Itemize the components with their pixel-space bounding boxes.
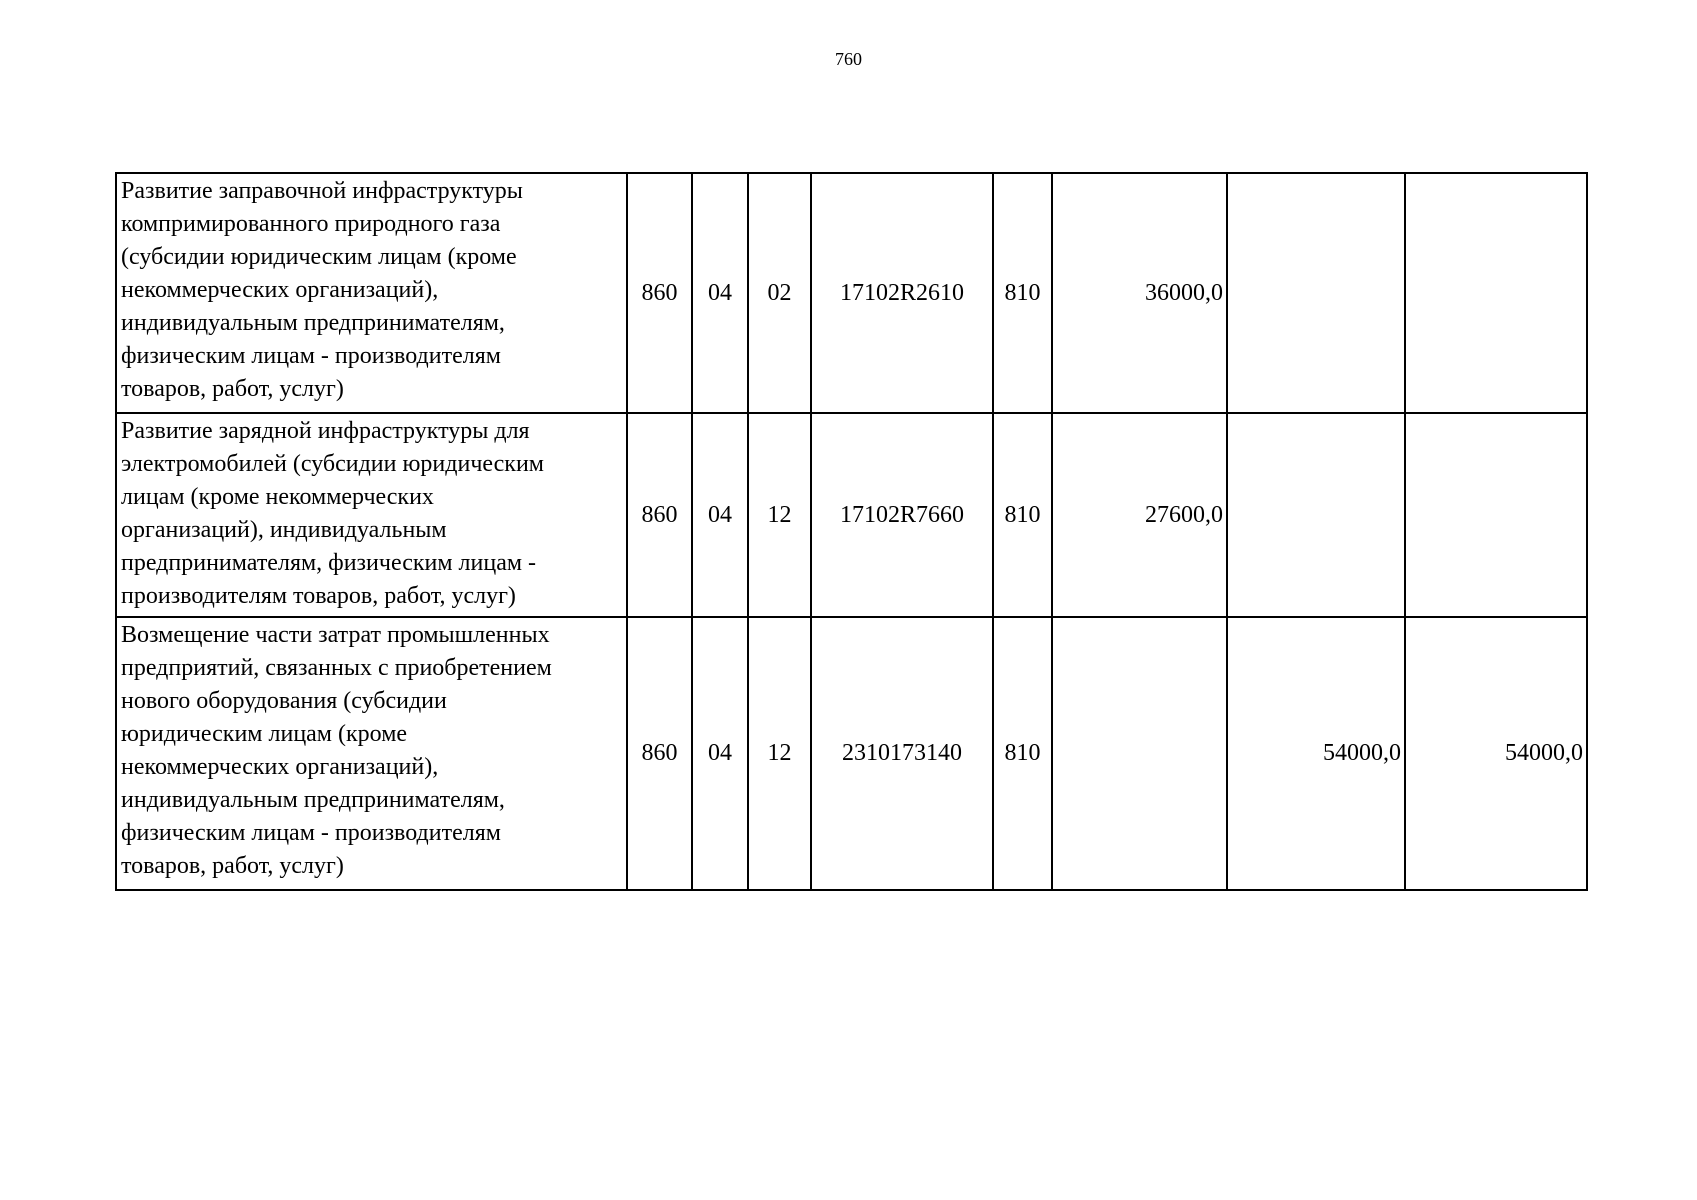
amount-3-cell: [1405, 413, 1587, 617]
table-row: [116, 617, 1587, 890]
expense-type-cell: 810: [993, 173, 1052, 413]
ministry-code-cell: 860: [627, 173, 692, 413]
page-number: 760: [835, 49, 862, 69]
amount-2-cell: 54000,0: [1227, 617, 1405, 890]
subsection-code-cell: 12: [748, 413, 811, 617]
description-cell: Развитие зарядной инфраструктуры для электромобилей (субсидии юридическим лицам (кроме некоммерческих организаций), индивидуальным предпринимателям, физическим лицам - производителям товаров, работ, услуг): [116, 413, 627, 617]
amount-3-cell: [1405, 173, 1587, 413]
amount-1-cell: 27600,0: [1052, 413, 1227, 617]
description-cell: Возмещение части затрат промышленных предприятий, связанных с приобретением нового оборудования (субсидии юридическим лицам (кроме некоммерческих организаций), индивидуальным предпринимателям, физическим лицам - производителям товаров, работ, услуг): [116, 617, 627, 890]
target-article-cell: 17102R2610: [811, 173, 993, 413]
ministry-code-cell: 860: [627, 413, 692, 617]
table-row: [116, 413, 1587, 617]
expense-type-cell: 810: [993, 413, 1052, 617]
expense-type-cell: 810: [993, 617, 1052, 890]
amount-3-cell: 54000,0: [1405, 617, 1587, 890]
target-article-cell: 2310173140: [811, 617, 993, 890]
description-cell: Развитие заправочной инфраструктуры компримированного природного газа (субсидии юридическим лицам (кроме некоммерческих организаций), индивидуальным предпринимателям, физическим лицам - производителям товаров, работ, услуг): [116, 173, 627, 413]
amount-1-cell: 36000,0: [1052, 173, 1227, 413]
amount-2-cell: [1227, 413, 1405, 617]
section-code-cell: 04: [692, 413, 748, 617]
table-row: [116, 173, 1587, 413]
amount-1-cell: [1052, 617, 1227, 890]
section-code-cell: 04: [692, 173, 748, 413]
amount-2-cell: [1227, 173, 1405, 413]
target-article-cell: 17102R7660: [811, 413, 993, 617]
ministry-code-cell: 860: [627, 617, 692, 890]
section-code-cell: 04: [692, 617, 748, 890]
subsection-code-cell: 02: [748, 173, 811, 413]
budget-table: [115, 172, 1588, 891]
subsection-code-cell: 12: [748, 617, 811, 890]
